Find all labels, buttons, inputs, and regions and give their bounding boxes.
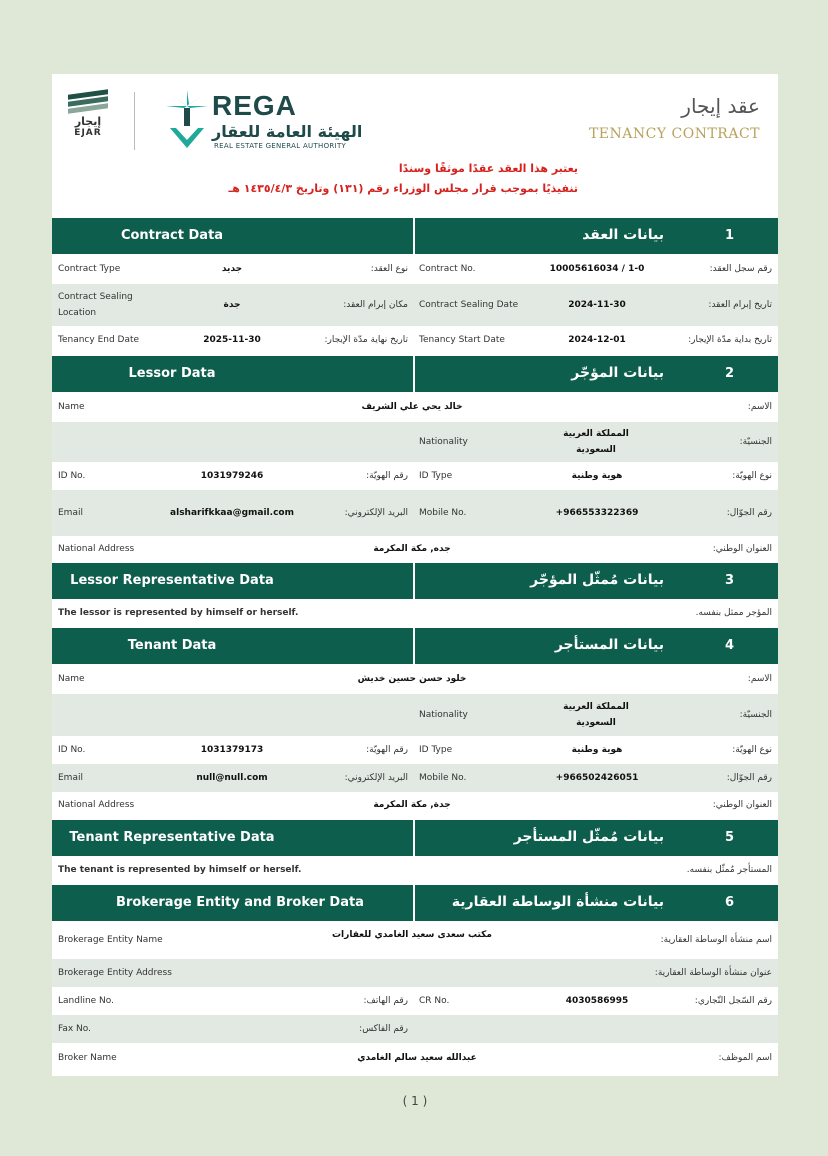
field-label-ar: العنوان الوطني: [712,800,772,810]
section-number: 2 [724,366,734,381]
field-label: ID Type [419,745,453,755]
table-row [52,921,778,959]
field-value: 2024-11-30 [568,300,626,310]
field-label-ar: رقم السّجل التّجاري: [694,996,772,1006]
field-label: Nationality [419,437,468,447]
contract-title-en: TENANCY CONTRACT [588,126,760,142]
field-label-ar: الاسم: [747,674,772,684]
field-label: Contract No. [419,264,476,274]
field-label-ar: رقم الهويّة: [366,471,408,481]
table-row [52,536,778,562]
section-number: 3 [724,573,734,588]
field-label-ar: رقم الجوّال: [726,508,772,518]
section-divider [413,218,415,254]
field-label: Nationality [419,710,468,720]
section-number: 4 [724,638,734,653]
field-label-ar: تاريخ بداية مدّة الإيجار: [688,335,772,345]
section-divider [413,628,415,664]
section-title-ar: بيانات المستأجر [554,637,664,653]
table-row [52,599,778,627]
section-number: 1 [724,228,734,243]
table-row [52,490,778,536]
field-label: Tenancy Start Date [419,335,505,345]
field-label: Email [58,508,83,518]
field-value: خلود حسن حسين خديش [357,674,467,684]
field-value: The lessor is represented by himself or herself. [58,608,299,618]
table-row [52,462,778,490]
field-label-ar: تاريخ إبرام العقد: [708,300,772,310]
ejar-stripes-icon [68,92,108,111]
field-label: ID No. [58,471,86,481]
field-value: المملكة العربية السعودية [563,429,629,455]
field-label-ar: اسم الموظف: [718,1053,772,1063]
field-label: Name [58,674,85,684]
rega-logo-sub: REAL ESTATE GENERAL AUTHORITY [214,142,347,150]
field-label-ar: البريد الإلكتروني: [344,773,408,783]
logo-divider [134,92,135,150]
section-title-en: Tenant Data [127,638,217,653]
table-row [52,664,778,694]
field-value: 1031979246 [200,471,264,481]
field-label-ar: الجنسيّة: [739,710,772,720]
field-label: Contract Sealing Location [58,292,133,318]
field-value: 1031379173 [200,745,264,755]
section-title-ar: بيانات مُمثّل المستأجر [513,829,664,845]
table-row [52,959,778,987]
legal-notice-line-1: يعتبر هذا العقد عقدًا موثقًا وسندًا [398,162,578,175]
field-label: ID Type [419,471,453,481]
field-label-ar: رقم الجوّال: [726,773,772,783]
field-label: Fax No. [58,1024,91,1034]
field-label: ID No. [58,745,86,755]
section-header-brokerage [52,885,778,921]
section-header-tenant-rep [52,820,778,856]
section-header-tenant [52,628,778,664]
field-label: Contract Type [58,264,121,274]
field-label-ar: الاسم: [747,402,772,412]
field-value: جده, مكة المكرمة [373,544,451,554]
field-value: عبدالله سعيد سالم الغامدي [357,1053,477,1063]
field-label: Brokerage Entity Address [58,968,172,978]
ejar-logo-en: EJAR [74,128,102,138]
section-title-en: Contract Data [120,228,224,243]
field-label: Tenancy End Date [58,335,140,345]
section-divider [413,563,415,599]
table-row [52,764,778,792]
table-row [52,856,778,884]
section-title-ar: بيانات المؤجّر [571,365,664,381]
ejar-logo-ar: إيجار [74,115,102,128]
rega-logo-en: REGA [212,90,297,121]
section-title-en: Brokerage Entity and Broker Data [116,895,364,910]
table-row [52,987,778,1015]
field-value: 2024-12-01 [568,335,626,345]
field-value: جدة, مكة المكرمة [373,800,451,810]
field-value: +966502426051 [555,773,639,783]
field-label-ar: نوع العقد: [370,264,408,274]
section-title-en: Tenant Representative Data [69,830,275,845]
field-value: هوية وطنية [571,471,623,481]
field-label-ar: نوع الهويّة: [732,471,772,481]
ejar-logo [68,90,108,138]
section-header-lessor-rep [52,563,778,599]
field-label-ar: رقم سجل العقد: [709,264,772,274]
field-label-ar: رقم الهويّة: [366,745,408,755]
field-value: مكتب سعدى سعيد الغامدي للعقارات [332,930,492,941]
field-label: Brokerage Entity Name [58,935,163,945]
field-label-ar: مكان إبرام العقد: [343,300,408,310]
field-value: +966553322369 [555,508,639,518]
field-label: Mobile No. [419,773,467,783]
section-header-contract [52,218,778,254]
field-label: Email [58,773,83,783]
field-label: National Address [58,544,135,554]
section-title-ar: بيانات منشأة الوساطة العقارية [451,894,664,910]
section-title-en: Lessor Data [128,366,216,381]
table-row [52,422,778,462]
table-row [52,284,778,326]
field-label: Name [58,402,85,412]
table-row [52,326,778,354]
section-divider [413,885,415,921]
field-value: 4030586995 [565,996,629,1006]
legal-notice-line-2: تنفيذيًا بموجب قرار مجلس الوزراء رقم (١٣١) وتاريخ ١٤٣٥/٤/٣ هـ [228,182,578,195]
document-header [52,74,778,214]
section-title-en: Lessor Representative Data [70,573,274,588]
field-value: null@null.com [196,773,268,783]
field-label-ar: اسم منشأة الوساطة العقارية: [660,935,772,945]
field-label-ar: رقم الفاكس: [359,1024,408,1034]
field-label: National Address [58,800,135,810]
field-value: هوية وطنية [571,745,623,755]
contract-title-ar: عقد إيجار [681,94,760,118]
section-title-ar: بيانات مُمثّل المؤجّر [530,572,664,588]
field-label: Landline No. [58,996,114,1006]
section-divider [413,356,415,392]
table-row [52,1015,778,1043]
table-row [52,694,778,736]
table-row [52,736,778,764]
table-row [52,254,778,284]
contract-page [52,74,778,1108]
section-header-lessor [52,356,778,392]
section-divider [413,820,415,856]
field-value-ar: المستأجر مُمثّل بنفسه. [686,865,772,875]
contract-title [589,94,760,142]
section-number: 5 [724,830,734,845]
table-row [52,792,778,818]
field-label-ar: الجنسيّة: [739,437,772,447]
field-value: 2025-11-30 [203,335,261,345]
field-label-ar: تاريخ نهاية مدّة الإيجار: [324,335,408,345]
field-label-ar: نوع الهويّة: [732,745,772,755]
table-row [52,392,778,422]
section-number: 6 [724,895,734,910]
field-value: 10005616034 / 1-0 [549,264,645,274]
rega-logo-ar: الهيئة العامة للعقار [212,122,363,141]
field-value: خالد يحي علي الشريف [361,402,463,412]
field-value: المملكة العربية السعودية [563,702,629,728]
field-value: The tenant is represented by himself or herself. [58,865,302,875]
field-label-ar: رقم الهاتف: [363,996,408,1006]
field-label-ar: البريد الإلكتروني: [344,508,408,518]
field-label: Contract Sealing Date [419,300,519,310]
field-value: جدة [223,300,241,310]
field-value: جديد [221,264,243,274]
section-title-ar: بيانات العقد [582,227,664,243]
field-label: CR No. [419,996,450,1006]
field-label-ar: عنوان منشأة الوساطة العقارية: [654,968,772,978]
field-label: Broker Name [58,1053,117,1063]
field-label-ar: العنوان الوطني: [712,544,772,554]
field-value-ar: المؤجر ممثل بنفسه. [695,608,772,618]
page-number: ( 1 ) [402,1094,428,1108]
table-row [52,1043,778,1073]
field-value: alsharifkkaa@gmail.com [170,508,294,518]
palm-icon [164,88,210,150]
field-label: Mobile No. [419,508,467,518]
